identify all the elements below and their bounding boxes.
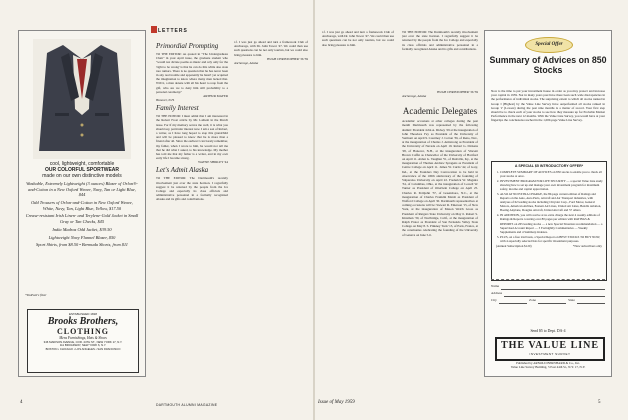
address-input[interactable] xyxy=(504,292,605,297)
publisher-line: Value Line Survey Building, 5 East 44th St., N.Y. 17, N.Y. xyxy=(510,365,586,370)
logo-address xyxy=(28,341,138,351)
delegates-heading: Academic Delegates xyxy=(402,106,478,117)
letter-place: Anchorage, Alaska xyxy=(402,94,427,98)
state-label: State xyxy=(568,298,575,302)
list-item: 3. ALSO AT NO EXTRA CHARGE, the 80-page current edition of Ratings and Reports on the Auto, Auto Parts, Aircraft and Air Transport industries, with analyses of 62 leading stocks including Chrysler Corp., Ford Motor, General Motors, American Airlines, Eastern Air Lines, United Air Lines, Bendix Aviation, Boeing Airplane, Douglas Aircraft, United Aircraft and 57 others. xyxy=(500,192,603,212)
coupon-tear-line xyxy=(491,279,605,280)
state-input[interactable] xyxy=(577,299,605,304)
address-line: 111 BROADWAY, NEW YORK 6, N.Y. xyxy=(59,343,107,348)
list-item: 1. COMPLETE SUMMARY OF ADVICES on 850 stocks to enable you to check all your stocks at once. xyxy=(500,170,603,178)
list-item: Odd Trousers of Orlon-and-Cotton in New Oxford Weave, White, Navy, Tan, Light Blue, Yellow, $17.50 xyxy=(31,199,133,211)
address-line: BOSTON • CHICAGO • LOS ANGELES • SAN FRANCISCO xyxy=(45,346,121,351)
publisher-info xyxy=(491,361,605,369)
city-label: City xyxy=(491,298,497,302)
list-item: Washable, Extremely Lightweight (3 ounces) Blazer of Orlon®-and-Cotton in a New Oxford Weave, Navy, Tan or Light Blue, $44 xyxy=(26,181,138,198)
letter-body: TO THE EDITOR: The Dartmouth's recently involvement just over the state horizon. I regretfully suggest it be returned by the people from the Ice College and especially its class officials and administrative personnel in a formally recognized Alaska and its gifts and contributions. xyxy=(156,176,228,202)
brooks-logo xyxy=(27,309,139,373)
introductory-offer-box xyxy=(491,161,607,281)
letters-section-label: LETTERS xyxy=(158,28,188,34)
offer-notes xyxy=(492,244,606,248)
zone-label: Zone xyxy=(528,298,536,302)
logo-subtitle: INVESTMENT SURVEY xyxy=(529,352,571,356)
page-number-right: 5 xyxy=(598,400,601,405)
list-item: Crease-resistant Irish Linen- and Terylene-Gold Jacket in Small Gray or Tan Checks, $45 xyxy=(25,213,139,224)
delegates-body: Academic occasions at other colleges during the past month Dartmouth was represented by the following alumni: President John A. Dickey '29 at the inauguration of John Theodore Fey as President of the University of Vermont on April 9. Courtney J. Cotton '36, of Reno, Nev., at the inauguration of Charles J. Armstrong as President of the University of Nevada on April 19. Robert G. Dickens '28, of Hanover, N.H., at the inauguration of Vincent Brown Coffin as Chancellor of the University of Hartford on April 11. Alden G. Vaughan '51, of Dunville, Ky., at the inauguration of Thomas Andrew Spragens as President of Centre College on April 11. James W. Curtis '42, of Gary, Ind., at the Founders Day Convocation to be held in observance of the 100th anniversary of the founding of Valparaiso University on April 22. Frederick W. Maguire '34, of Columbus, Ohio, at the inauguration of Lowell W. Turner as President of Otterbein College on April 25. Charles R. Pettijohn '37, of Greensboro, N.C., at the inauguration of Charles Franklin Marsh as President of Wofford College on April 30. Dartmouth representatives at coming occasions will be: Stewart R. Emerson '15, of New York, at the inauguration of Mason Welch Gross as President of Rutgers State University on May 6. Robert S. Kinsman '30, of Northridge, Calif., at the inauguration of Ralph Prator as President of San Fernando Valley State College on May 8. S. Pinkney Tuck '13, of Paris, France, at the ceremonies celebrating the founding of the University of Geneva on June 5-6. xyxy=(402,119,478,237)
name-label: Name xyxy=(491,284,500,288)
letter-signature: HUGH CHRISTOPHER '36 '39 xyxy=(267,56,308,61)
list-item: 2. INVESTMENT PROGRAM FOR LIFE SECURITY — a special Value Line study showing how to set up and manage your own investment program for maximum safety, income and capital appreciation. xyxy=(500,179,603,191)
address-line: 346 MADISON AVENUE, COR. 44TH ST., NEW YORK 17, N.Y. xyxy=(43,340,123,344)
page-gutter xyxy=(313,0,315,420)
address-field[interactable] xyxy=(491,290,605,297)
letters-section-icon xyxy=(151,26,157,33)
logo-name: THE VALUE LINE xyxy=(500,340,600,351)
headline-line2: OUR COLORFUL SPORTWEAR xyxy=(44,167,120,173)
letter-body: TO THE EDITOR: I must admit that I am interested in the Robert Frost article by Mr. Lathem in the March issue. For if my memory serves me well, it is what you should say, particular interest now. I am a son of Robert, a writer, as I have long hoped to stop this grandchild and will be pleased to know that he is more than a friend after all. Since the earliest I can barely remember, my father, when I wrote to him, he would not tell me that he did what I asked, to his knowledge. My mother has told me that my father is a writer, and in my own early life I became strong. xyxy=(156,114,228,161)
offer-list xyxy=(492,170,606,243)
right-column-1 xyxy=(322,30,394,396)
list-item: 5. PLUS, on a free trial basis, a Special Report on BEST STOCKS TO BUY NOW, with 4 especially selected lists for specific investment purposes. xyxy=(500,235,603,243)
brooks-item-list xyxy=(25,181,139,250)
coupon-form xyxy=(491,283,605,304)
blazer-illustration-icon xyxy=(33,39,131,159)
zone-input[interactable] xyxy=(538,299,566,304)
list-item: Sport Shirts, from $8.50 • Bermuda Shorts, from $11 xyxy=(36,242,128,248)
letter-signature: WAYNE SHIRLEY '44 xyxy=(198,160,228,165)
page-number-left: 4 xyxy=(20,400,23,405)
offer-box-title: A SPECIAL $5 INTRODUCTORY OFFER* xyxy=(514,164,584,168)
letter-heading: Primordial Prompting xyxy=(156,42,219,50)
name-field[interactable] xyxy=(491,283,605,290)
letter-heading: Family Interest xyxy=(156,104,199,113)
letter-signature: HUGH CHRISTOPHER '36 '39 xyxy=(437,90,478,94)
value-line-intro: Now is the time to put your investment house in order as you may protect and increase your capital in 1959. Not in many years past have there been such wide discrepancies in the performance of individual stocks. The surprising extent to which all stocks ranked in Group I (Highest) by the Value Line Survey have outperformed all stocks ranked in Group V (Lowest) during the past nine months is a matter of record. Your first step should be to check each of your stocks to see how they measure up for Probable Market Performance in the next 12 months. With the Value Line Survey, you would have at your fingertips the conclusions reached in the 1,000-page Value Line Survey. xyxy=(491,89,605,123)
value-line-ad xyxy=(484,30,612,377)
letter-body: r.f. I was just go ahead and turn a framework Club of Anchorage, with Dr. John Tower '47. We could then use such questions can be not only tourists, but we could also bring pleasure to him. xyxy=(234,40,308,57)
logo-established: ESTABLISHED 1818 xyxy=(69,312,97,316)
letter-body: TO THE EDITOR: The Dartmouth's recently involvement just over the state horizon. I regretfully suggest it be returned by the people from the Ice College and especially its class officials and administrative personnel in a formally recognized Alaska and its gifts and contributions. xyxy=(402,30,478,51)
letter-body: TO THE EDITOR: As quoted in "The Undergraduate Chair" in your April issue, the graduate student who "would not dictate poems as music and rely only for the 'right to be wrong' is that he can do this while also state rare rumors. There is no question that he has never been in any real trouble and apparently he hasn't yet acquired the imagination to know where many men lacked that. Will it, a man donate with all his heart to reap from the gift, who are we to deny him still probability to a personal ceremony? xyxy=(156,52,228,94)
special-offer-badge: Special Offer xyxy=(525,37,573,53)
logo-clothing: CLOTHING xyxy=(56,327,109,336)
list-item: Lightweight Navy Flannel Blazer, $50 xyxy=(48,234,116,240)
value-line-title: Summary of Advices on 850 Stocks xyxy=(489,55,607,75)
letter-place: Anchorage, Alaska xyxy=(234,60,259,65)
headline-line1: cool, lightweight, comfortable xyxy=(49,161,115,167)
brooks-brothers-ad xyxy=(18,30,146,377)
logo-name: Brooks Brothers, xyxy=(47,316,119,327)
list-item: India Madras Odd Jacket, $39.50 xyxy=(52,226,112,232)
issue-footer: Issue of May 1959 xyxy=(318,400,355,405)
brooks-headline xyxy=(23,161,141,179)
list-item: 4. IN ADDITION, you will receive at no extra charge the next 4 weekly editions of Ratings & Reports covering over 80 pages per edition with RATINGS & REPORTS on 265 leading stocks — a new Special Situation recommendation — a Supervised Account Report — 3 Fortnightly Commentaries — Weekly Supplements and 4 Summary-Indexes. xyxy=(500,213,603,233)
logo-subtitle: Mens Furnishings, Hats & Shoes xyxy=(59,336,107,340)
value-line-logo xyxy=(495,337,605,361)
letter-signature: ARTHUR MAYER xyxy=(203,94,228,99)
right-column-2 xyxy=(402,30,478,396)
registered-note: *DuPont's fiber xyxy=(25,293,47,297)
letter-body: r.f. I was just go ahead and turn a framework Club of Anchorage, with Dr. John Tower '47. We could then use such questions can be not only tourists, but we could also bring pleasure to him. xyxy=(322,30,394,47)
address-label: Address xyxy=(491,291,503,295)
letters-column-1 xyxy=(156,40,228,398)
city-zone-state-field[interactable] xyxy=(491,297,605,304)
send-instruction: Send $5 to Dept. DA-4 xyxy=(530,329,566,333)
name-input[interactable] xyxy=(501,285,605,290)
letter-place: Hanover, N.H. xyxy=(156,98,175,103)
city-input[interactable] xyxy=(499,299,527,304)
letters-column-2 xyxy=(234,40,308,398)
publisher-line: Published by ARNOLD BERNHARD & Co., Inc. xyxy=(516,361,580,365)
new-subscribers-note: *New subscribers only xyxy=(572,243,602,248)
magazine-footer: DARTMOUTH ALUMNI MAGAZINE xyxy=(156,403,218,407)
subscription-note: (Annual Subscription $120) xyxy=(496,243,532,248)
letter-heading: Let's Admit Alaska xyxy=(156,166,209,175)
headline-line3: made on our own distinctive models xyxy=(42,173,122,179)
